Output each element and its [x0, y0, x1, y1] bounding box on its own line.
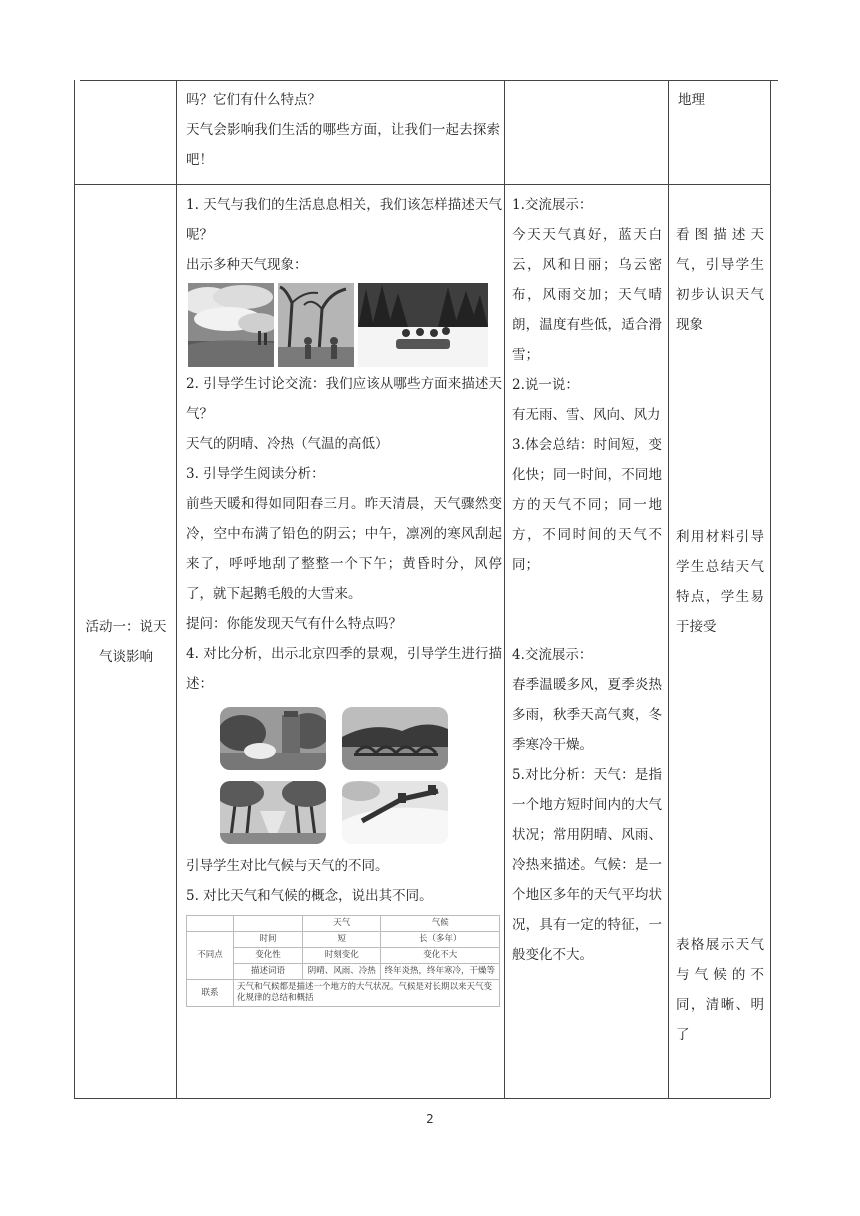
table-border-right: [770, 80, 771, 1098]
intro-content: [186, 85, 500, 175]
table-border-left: [74, 80, 75, 1098]
teacher-q1-sub: 出示多种天气现象：: [186, 257, 308, 273]
intent-1: 看图描述天气，引导学生初步认识天气现象: [676, 227, 764, 333]
cell-climate: 终年炎热，终年寒冷，干燥等: [381, 964, 500, 980]
row-label: 时间: [234, 932, 303, 948]
weather-photos: [188, 283, 488, 367]
header-climate: 气候: [381, 916, 500, 932]
student-s2-title: 2.说一说：: [512, 377, 579, 393]
col-divider-1: [176, 80, 177, 1098]
student-s5-text: 5.对比分析：天气：是指一个地方短时间内的大气状况；常用阴晴、风雨、冷热来描述。气候：是一个地区多年的天气平均状况，具有一定的特征，一般变化不大。: [512, 767, 662, 963]
teacher-q3-ask: 提问：你能发现天气有什么特点吗？: [186, 616, 402, 632]
intro-intent: 地理: [678, 92, 705, 108]
cell-weather: 短: [303, 932, 381, 948]
link-label: 联系: [187, 980, 234, 1007]
lesson-table: [74, 80, 770, 1098]
intro-line-2: 天气会影响我们生活的哪些方面，让我们一起去探索吧！: [186, 122, 500, 168]
cell-climate: 变化不大: [381, 948, 500, 964]
winter-photo: [342, 781, 448, 844]
intro-line-1: 吗？它们有什么特点？: [186, 92, 321, 108]
student-s1-text: 今天天气真好，蓝天白云，风和日丽；乌云密布，风雨交加；天气晴朗，温度有些低，适合滑雪；: [512, 227, 662, 363]
student-activities: [512, 190, 662, 970]
student-s3-text: 3.体会总结：时间短，变化快；同一时间，不同地方的天气不同；同一地方，不同时间的天气不同；: [512, 437, 662, 573]
teacher-q1: 1. 天气与我们的生活息息相关，我们该怎样描述天气呢？: [186, 197, 502, 243]
student-s1-title: 1.交流展示：: [512, 197, 593, 213]
teacher-q3: 3. 引导学生阅读分析：: [186, 466, 325, 482]
cell-weather: 阴晴、风雨、冷热: [303, 964, 381, 980]
teacher-q3-text: 前些天暖和得如同阳春三月。昨天清晨，天气骤然变冷，空中布满了铅色的阴云；中午，凛冽的寒风刮起来了，呼呼地刮了整整一个下午；黄昏时分，风停了，就下起鹅毛般的大雪来。: [186, 496, 502, 602]
page-number: 2: [426, 1112, 434, 1126]
col-divider-3: [668, 80, 669, 1098]
teacher-activities: [186, 190, 502, 1007]
teacher-q4: 4. 对比分析，出示北京四季的景观，引导学生进行描述：: [186, 646, 502, 692]
cell-climate: 长（多年）: [381, 932, 500, 948]
summer-photo: [342, 707, 448, 770]
beijing-seasons-photos: [220, 707, 456, 847]
student-s4-title: 4.交流展示：: [512, 647, 593, 663]
col-divider-2: [504, 80, 505, 1098]
row-label: 变化性: [234, 948, 303, 964]
intent-3: 表格展示天气与气候的不同，清晰、明了: [676, 937, 764, 1043]
teacher-q2-sub: 天气的阴晴、冷热（气温的高低）: [186, 436, 389, 452]
weather-climate-table: [186, 915, 500, 1007]
cell-weather: 时刻变化: [303, 948, 381, 964]
row-divider: [74, 184, 770, 185]
cloudy-sky-photo: [188, 283, 274, 367]
header-weather: 天气: [303, 916, 381, 932]
row-label: 描述词语: [234, 964, 303, 980]
student-s4-text: 春季温暖多风，夏季炎热多雨，秋季天高气爽，冬季寒冷干燥。: [512, 677, 662, 753]
autumn-photo: [220, 781, 326, 844]
student-s2-text: 有无雨、雪、风向、风力: [512, 407, 661, 423]
snow-sled-photo: [358, 283, 488, 367]
windy-rain-photo: [278, 283, 354, 367]
intent-2: 利用材料引导学生总结天气特点，学生易于接受: [676, 529, 764, 635]
spacer: [512, 580, 662, 640]
teacher-q4-sub: 引导学生对比气候与天气的不同。: [186, 858, 389, 874]
link-text: 天气和气候都是描述一个地方的大气状况。气候是对长期以来天气变化规律的总结和概括: [234, 980, 500, 1007]
teacher-q5: 5. 对比天气和气候的概念，说出其不同。: [186, 888, 433, 904]
table-border-bottom: [74, 1098, 770, 1099]
group-label: 不同点: [187, 932, 234, 980]
spring-photo: [220, 707, 326, 770]
teacher-q2: 2. 引导学生讨论交流：我们应该从哪些方面来描述天气？: [186, 376, 502, 422]
activity-label: 活动一：说天气谈影响: [85, 619, 167, 665]
